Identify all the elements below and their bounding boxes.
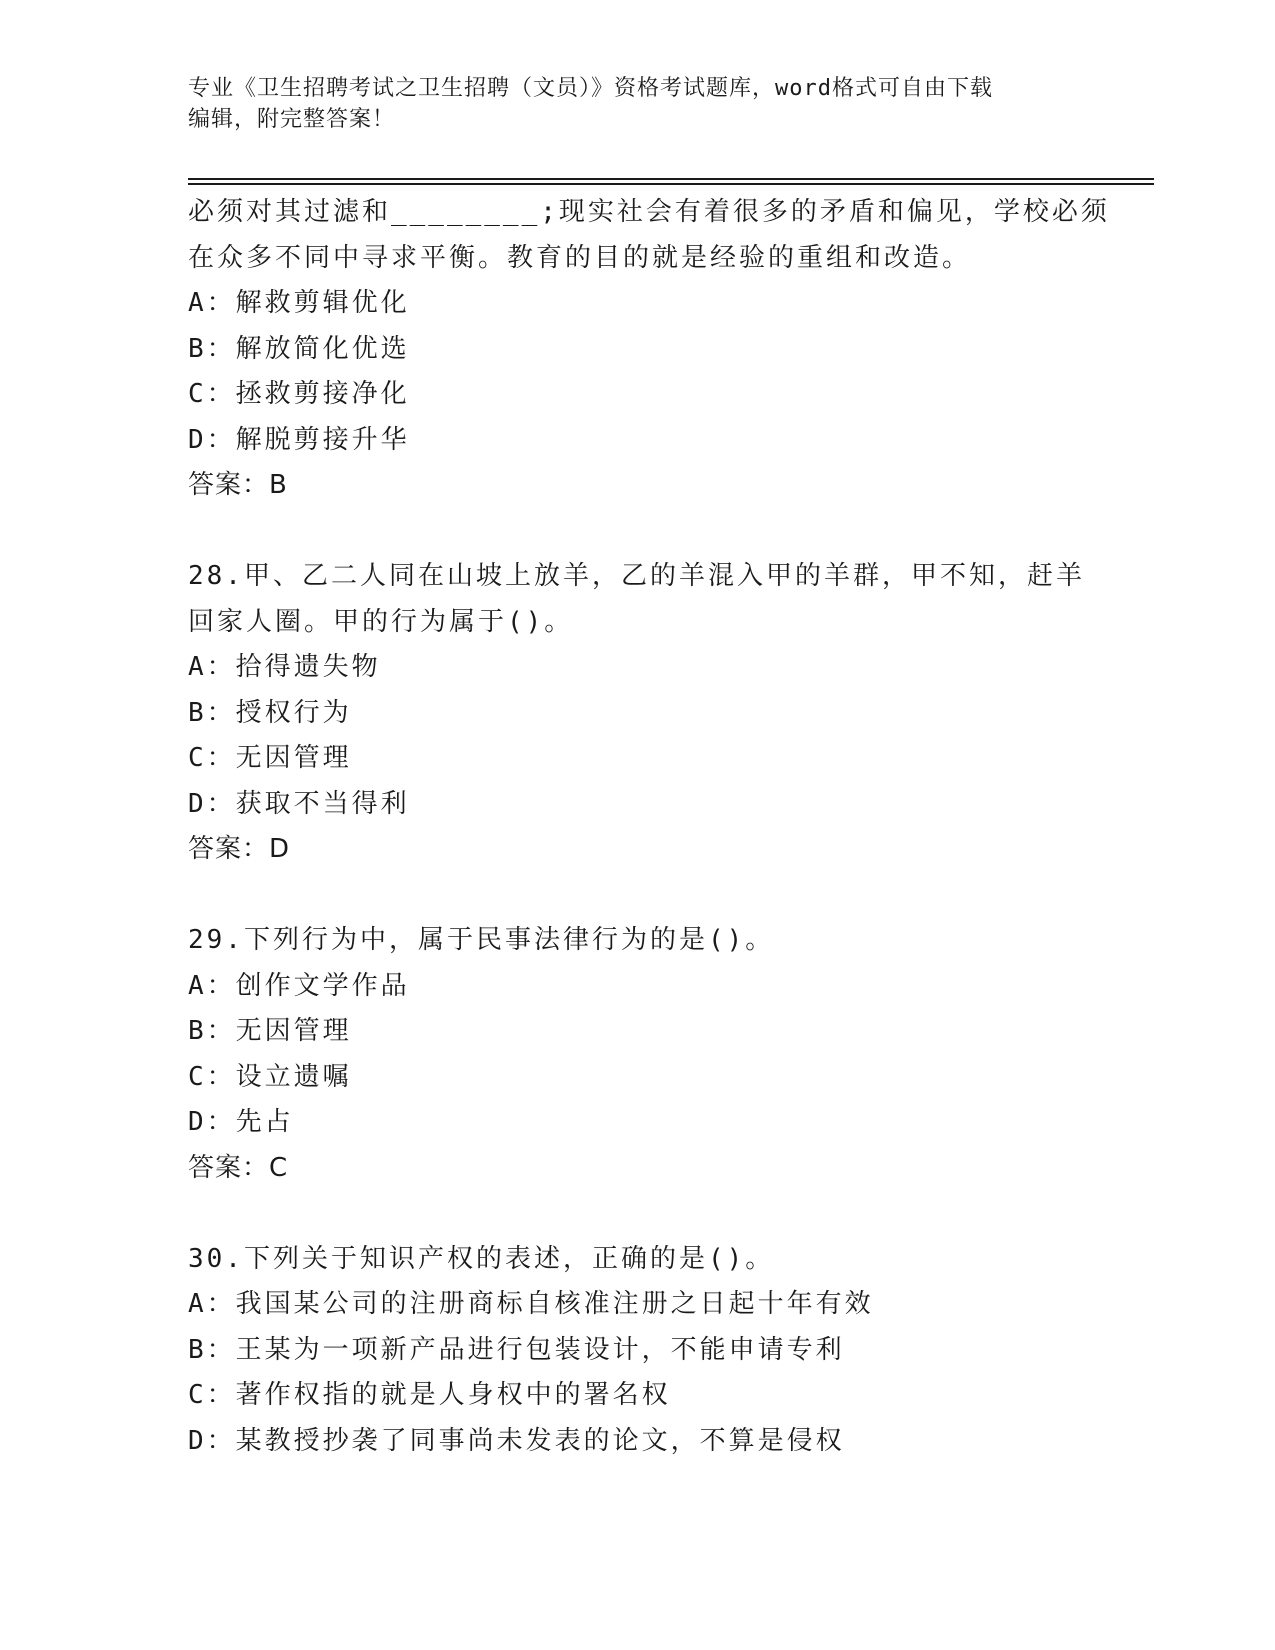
option-b: B：王某为一项新产品进行包装设计，不能申请专利 xyxy=(188,1334,845,1365)
option-c: C：设立遗嘱 xyxy=(188,1061,352,1092)
option-a: A：解救剪辑优化 xyxy=(188,288,410,318)
option-c: C：著作权指的就是人身权中的署名权 xyxy=(188,1380,671,1410)
option-a: A：我国某公司的注册商标自核准注册之日起十年有效 xyxy=(188,1289,874,1319)
question-text-line: 在众多不同中寻求平衡。教育的目的就是经验的重组和改造。 xyxy=(188,242,972,273)
question-29 xyxy=(188,918,1088,1191)
option-d: D：获取不当得利 xyxy=(188,788,410,819)
question-text-line: 必须对其过滤和________;现实社会有着很多的矛盾和偏见，学校必须 xyxy=(188,197,1110,227)
option-b: B：解放简化优选 xyxy=(188,333,410,364)
question-text-line: 回家人圈。甲的行为属于()。 xyxy=(188,606,574,637)
header-divider-bottom xyxy=(188,183,1154,185)
option-d: D：解脱剪接升华 xyxy=(188,424,410,455)
header-line-2: 编辑，附完整答案！ xyxy=(188,107,396,132)
question-text-line: 30.下列关于知识产权的表述，正确的是()。 xyxy=(188,1243,775,1274)
option-b: B：无因管理 xyxy=(188,1016,352,1046)
question-30 xyxy=(188,1237,1088,1465)
question-text-line: 28.甲、乙二人同在山坡上放羊，乙的羊混入甲的羊群，甲不知，赶羊 xyxy=(188,561,1085,591)
option-a: A：拾得遗失物 xyxy=(188,652,381,682)
question-list xyxy=(188,190,1110,1464)
question-28 xyxy=(188,554,1088,873)
option-c: C：无因管理 xyxy=(188,743,352,773)
option-b: B：授权行为 xyxy=(188,697,352,728)
spacer xyxy=(188,873,1088,919)
answer: 答案：C xyxy=(188,1152,289,1183)
question-text-line: 29.下列行为中，属于民事法律行为的是()。 xyxy=(188,925,775,955)
question-27 xyxy=(188,190,1110,509)
header-line-1: 专业《卫生招聘考试之卫生招聘（文员）》资格考试题库，word格式可自由下载 xyxy=(188,76,993,101)
answer: 答案：B xyxy=(188,470,288,500)
option-c: C：拯救剪接净化 xyxy=(188,379,410,409)
header-divider-top xyxy=(188,178,1154,180)
option-d: D：先占 xyxy=(188,1107,294,1137)
spacer xyxy=(188,509,1088,555)
option-d: D：某教授抄袭了同事尚未发表的论文，不算是侵权 xyxy=(188,1425,845,1456)
answer: 答案：D xyxy=(188,834,291,864)
document-header xyxy=(188,73,1068,135)
spacer xyxy=(188,1191,1088,1237)
option-a: A：创作文学作品 xyxy=(188,970,410,1001)
